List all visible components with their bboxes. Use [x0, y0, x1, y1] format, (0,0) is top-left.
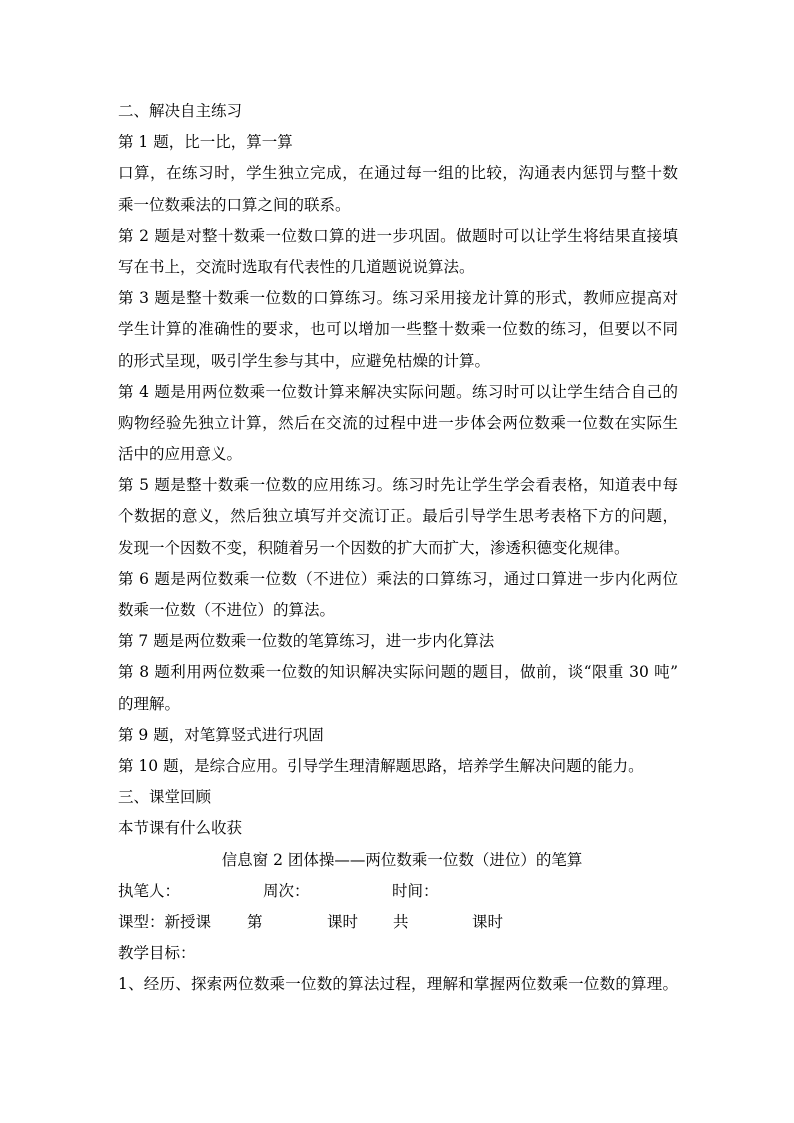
paragraph-line: 的形式呈现，吸引学生参与其中，应避免枯燥的计算。	[118, 351, 491, 370]
author-label: 执笔人：	[118, 881, 181, 900]
meta-row-lesson-type	[118, 907, 678, 938]
goal-item-1: 1、经历、探索两位数乘一位数的算法过程，理解和掌握两位数乘一位数的算理。	[118, 975, 678, 994]
paragraph-line: 第 7 题是两位数乘一位数的笔算练习，进一步内化算法	[118, 632, 495, 651]
meta-row-author	[118, 876, 678, 907]
paragraph-line: 学生计算的准确性的要求，也可以增加一些整十数乘一位数的练习，但要以不同	[118, 320, 678, 339]
week-label: 周次：	[263, 881, 310, 900]
paragraph-line: 第 3 题是整十数乘一位数的口算练习。练习采用接龙计算的形式，教师应提高对	[118, 289, 678, 308]
goals-heading: 教学目标：	[118, 944, 196, 963]
paragraph-line: 本节课有什么收获	[118, 819, 243, 838]
lesson-number-suffix: 课时	[327, 912, 359, 931]
document-body	[118, 96, 678, 1000]
section-heading-2: 二、解决自主练习	[118, 102, 243, 120]
paragraph-line: 活中的应用意义。	[118, 445, 243, 464]
time-label: 时间：	[392, 881, 439, 900]
paragraph-line: 第 8 题利用两位数乘一位数的知识解决实际问题的题目，做前，谈“限重 30 吨”	[118, 663, 678, 682]
paragraph-line: 第 5 题是整十数乘一位数的应用练习。练习时先让学生学会看表格，知道表中每	[118, 476, 678, 495]
exercise-1-heading: 第 1 题，比一比，算一算	[118, 133, 293, 152]
paragraph-line: 第 10 题，是综合应用。引导学生理清解题思路，培养学生解决问题的能力。	[118, 756, 644, 775]
paragraph-line: 个数据的意义，然后独立填写并交流订正。最后引导学生思考表格下方的问题，	[118, 507, 678, 526]
paragraph-line: 第 4 题是用两位数乘一位数计算来解决实际问题。练习时可以让学生结合自己的	[118, 382, 678, 401]
paragraph-line: 发现一个因数不变，积随着另一个因数的扩大而扩大，渗透积德变化规律。	[118, 538, 630, 557]
lesson-number-prefix: 第	[247, 912, 263, 931]
paragraph-line: 第 9 题，对笔算竖式进行巩固	[118, 725, 324, 744]
paragraph-line: 购物经验先独立计算，然后在交流的过程中进一步体会两位数乘一位数在实际生	[118, 413, 678, 432]
lesson-title: 信息窗 2 团体操——两位数乘一位数（进位）的笔算	[221, 850, 583, 869]
section-heading-3: 三、课堂回顾	[118, 788, 212, 807]
paragraph-line: 写在书上，交流时选取有代表性的几道题说说算法。	[118, 257, 475, 276]
paragraph-line: 第 2 题是对整十数乘一位数口算的进一步巩固。做题时可以让学生将结果直接填	[118, 226, 678, 245]
paragraph-line: 口算，在练习时，学生独立完成，在通过每一组的比较，沟通表内惩罚与整十数	[118, 164, 678, 183]
total-prefix: 共	[393, 912, 409, 931]
paragraph-line: 乘一位数乘法的口算之间的联系。	[118, 195, 351, 214]
total-suffix: 课时	[472, 912, 504, 931]
lesson-type-label: 课型：新授课	[118, 912, 212, 931]
paragraph-line: 第 6 题是两位数乘一位数（不进位）乘法的口算练习，通过口算进一步内化两位	[118, 569, 678, 588]
paragraph-line: 的理解。	[118, 694, 181, 713]
paragraph-line: 数乘一位数（不进位）的算法。	[118, 601, 336, 619]
